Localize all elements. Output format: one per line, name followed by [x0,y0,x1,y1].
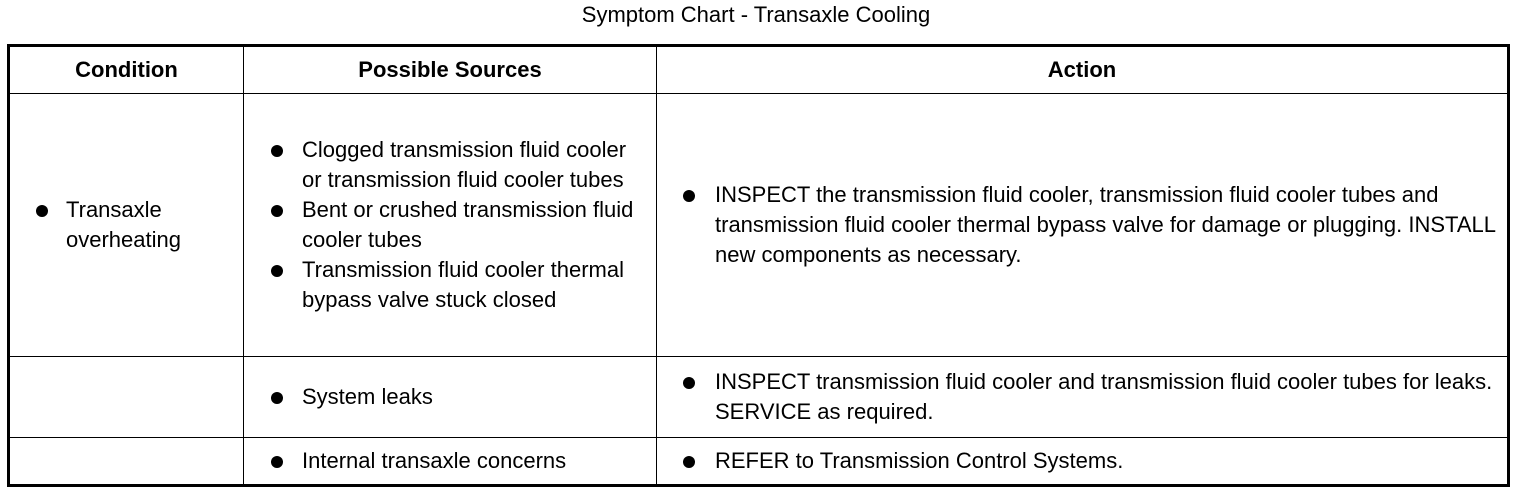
action-cell [657,357,1509,438]
table-row [9,438,1509,486]
symptom-table [7,44,1510,487]
source-item [244,195,656,255]
source-item [244,135,656,195]
action-text: INSPECT transmission fluid cooler and transmission fluid cooler tubes for leaks. SERVICE as required. [715,369,1493,424]
action-cell [657,438,1509,486]
bullet-icon [36,205,48,217]
header-possible-sources: Possible Sources [244,46,657,94]
bullet-icon [271,265,283,277]
condition-cell [9,357,244,438]
bullet-icon [271,456,283,468]
bullet-icon [271,145,283,157]
bullet-icon [683,190,695,202]
table-header-row [9,46,1509,94]
source-item [244,255,656,315]
source-text: Bent or crushed transmission fluid cooler tubes [302,197,634,252]
bullet-icon [683,456,695,468]
bullet-icon [271,392,283,404]
header-condition: Condition [9,46,244,94]
action-text: REFER to Transmission Control Systems. [715,448,1124,473]
action-cell [657,94,1509,357]
chart-title: Symptom Chart - Transaxle Cooling [581,2,931,27]
action-item [657,367,1507,427]
table-row [9,94,1509,357]
condition-text: Transaxle overheating [66,197,181,252]
sources-cell [244,94,657,357]
header-action: Action [657,46,1509,94]
bullet-icon [271,205,283,217]
condition-cell [9,94,244,357]
action-item [657,446,1507,476]
source-text: Internal transaxle concerns [302,448,567,473]
source-item [244,446,656,476]
sources-cell [244,438,657,486]
source-text: System leaks [302,384,433,409]
condition-cell [9,438,244,486]
table-row [9,357,1509,438]
sources-cell [244,357,657,438]
bullet-icon [683,377,695,389]
condition-item [10,195,243,255]
action-text: INSPECT the transmission fluid cooler, transmission fluid cooler tubes and transmission fluid cooler thermal bypass valve for damage or plugging. INSTALL new components as necessary. [715,182,1496,267]
source-item [244,382,656,412]
source-text: Clogged transmission fluid cooler or transmission fluid cooler tubes [302,137,627,192]
source-text: Transmission fluid cooler thermal bypass valve stuck closed [302,257,624,312]
action-item [657,180,1507,270]
